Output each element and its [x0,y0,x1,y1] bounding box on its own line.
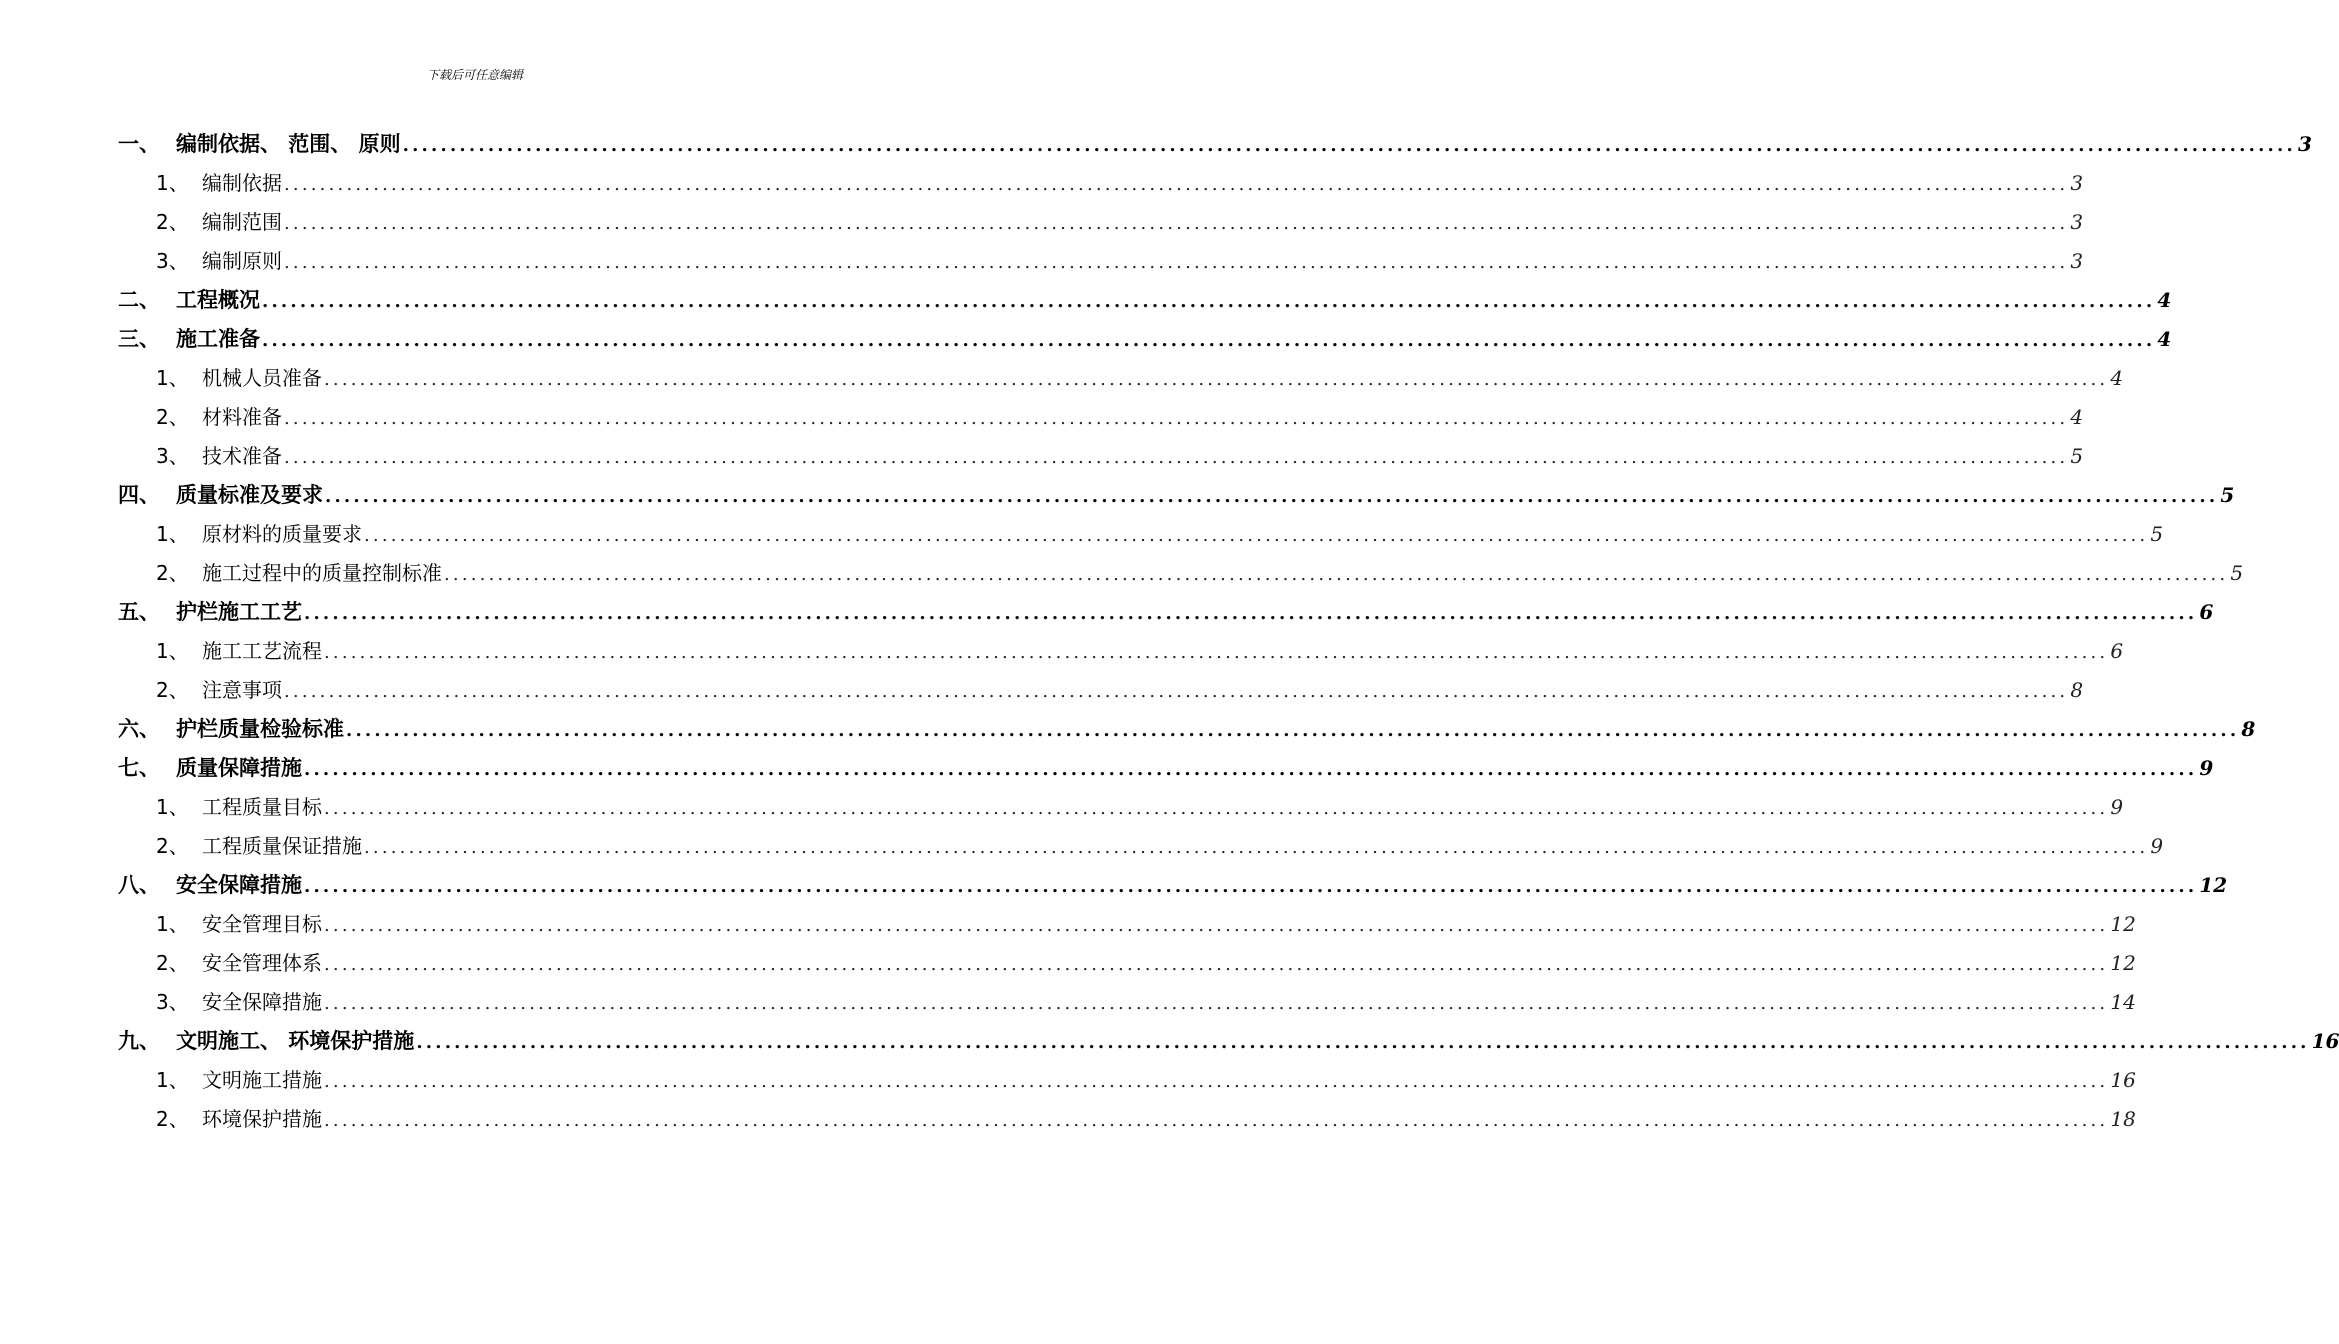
toc-entry[interactable] [118,749,2214,788]
toc-leader-dots: ........................................................................................................................................................................................................ [324,954,2109,975]
toc-entry[interactable] [118,632,2124,671]
toc-entry[interactable] [118,437,2084,476]
toc-entry[interactable] [118,671,2084,710]
toc-entry-page: 6 [2199,600,2214,624]
toc-entry-number: 1、 [156,912,189,936]
toc-leader-dots: ........................................................................................................................................................................................................ [304,876,2198,897]
toc-entry-title: 安全管理目标 [202,912,322,936]
toc-entry-page: 5 [2150,522,2164,546]
toc-entry-number: 五、 [118,600,160,624]
toc-leader-dots: ........................................................................................................................................................................................................ [324,642,2109,663]
toc-entry-number: 3、 [156,990,189,1014]
toc-leader-dots: ........................................................................................................................................................................................................ [416,1032,2310,1053]
toc-leader-dots: ........................................................................................................................................................................................................ [364,837,2149,858]
toc-entry-page: 4 [2157,288,2172,312]
toc-entry-title: 编制依据、 范围、 原则 [176,132,401,156]
toc-entry-title: 质量标准及要求 [176,483,323,507]
toc-entry-page: 14 [2110,990,2136,1014]
toc-entry-number: 1、 [156,366,189,390]
toc-entry[interactable] [118,788,2124,827]
toc-entry-title: 编制原则 [202,249,282,273]
toc-leader-dots: ........................................................................................................................................................................................................ [304,759,2198,780]
toc-entry-title: 技术准备 [202,444,282,468]
toc-leader-dots: ........................................................................................................................................................................................................ [324,369,2109,390]
toc-entry-number: 3、 [156,444,189,468]
toc-entry[interactable] [118,164,2084,203]
toc-entry-number: 六、 [118,717,160,741]
toc-entry-number: 1、 [156,171,189,195]
toc-entry-number: 1、 [156,639,189,663]
toc-leader-dots: ........................................................................................................................................................................................................ [402,135,2296,156]
toc-entry-page: 9 [2150,834,2164,858]
toc-entry-number: 3、 [156,249,189,273]
toc-entry-title: 安全保障措施 [202,990,322,1014]
toc-entry[interactable] [118,203,2084,242]
toc-leader-dots: ........................................................................................................................................................................................................ [325,486,2219,507]
toc-entry[interactable] [118,242,2084,281]
toc-entry-page: 12 [2199,873,2228,897]
toc-entry-title: 工程概况 [176,288,260,312]
toc-entry-title: 工程质量目标 [202,795,322,819]
toc-entry-page: 18 [2110,1107,2136,1131]
toc-entry-number: 1、 [156,522,189,546]
toc-leader-dots: ........................................................................................................................................................................................................ [262,291,2156,312]
toc-entry-number: 2、 [156,1107,189,1131]
toc-entry-title: 护栏质量检验标准 [176,717,344,741]
toc-leader-dots: ........................................................................................................................................................................................................ [284,174,2069,195]
toc-entry-title: 注意事项 [202,678,282,702]
toc-entry-title: 环境保护措施 [202,1107,322,1131]
toc-entry-page: 12 [2110,912,2136,936]
toc-entry-page: 5 [2070,444,2084,468]
toc-entry-number: 2、 [156,951,189,975]
toc-entry-number: 三、 [118,327,160,351]
toc-entry-number: 二、 [118,288,160,312]
toc-entry-page: 5 [2230,561,2244,585]
page-header: 下载后可任意编辑 [426,68,523,82]
toc-entry-number: 2、 [156,210,189,234]
toc-entry[interactable] [118,1022,2339,1061]
toc-entry[interactable] [118,125,2312,164]
toc-entry[interactable] [118,710,2256,749]
toc-entry[interactable] [118,476,2235,515]
toc-entry[interactable] [118,281,2172,320]
toc-entry[interactable] [118,593,2214,632]
toc-entry-page: 9 [2199,756,2214,780]
toc-entry-number: 一、 [118,132,160,156]
toc-entry-page: 8 [2241,717,2256,741]
toc-entry-number: 七、 [118,756,160,780]
toc-leader-dots: ........................................................................................................................................................................................................ [346,720,2240,741]
toc-leader-dots: ........................................................................................................................................................................................................ [324,1110,2109,1131]
toc-leader-dots: ........................................................................................................................................................................................................ [284,213,2069,234]
toc-entry-page: 8 [2070,678,2084,702]
toc-leader-dots: ........................................................................................................................................................................................................ [284,408,2069,429]
toc-entry-page: 16 [2311,1029,2339,1053]
toc-entry[interactable] [118,1100,2136,1139]
toc-leader-dots: ........................................................................................................................................................................................................ [324,1071,2109,1092]
toc-entry-title: 质量保障措施 [176,756,302,780]
toc-entry-number: 八、 [118,873,160,897]
toc-entry-title: 机械人员准备 [202,366,322,390]
toc-entry-page: 3 [2070,249,2084,273]
toc-leader-dots: ........................................................................................................................................................................................................ [284,681,2069,702]
toc-entry-number: 2、 [156,405,189,429]
toc-entry[interactable] [118,398,2084,437]
toc-entry[interactable] [118,983,2136,1022]
table-of-contents [118,125,2339,1139]
toc-entry-title: 安全管理体系 [202,951,322,975]
toc-leader-dots: ........................................................................................................................................................................................................ [262,330,2156,351]
toc-entry-title: 护栏施工工艺 [176,600,302,624]
toc-entry-title: 施工准备 [176,327,260,351]
toc-leader-dots: ........................................................................................................................................................................................................ [364,525,2149,546]
toc-entry-number: 2、 [156,561,189,585]
toc-entry-number: 2、 [156,834,189,858]
toc-entry-title: 文明施工措施 [202,1068,322,1092]
toc-entry-page: 12 [2110,951,2136,975]
toc-entry-title: 安全保障措施 [176,873,302,897]
toc-entry-page: 16 [2110,1068,2136,1092]
toc-entry[interactable] [118,944,2136,983]
toc-entry-page: 9 [2110,795,2124,819]
toc-entry[interactable] [118,515,2164,554]
toc-entry-number: 九、 [118,1029,160,1053]
toc-entry-number: 1、 [156,1068,189,1092]
toc-entry-page: 4 [2110,366,2124,390]
toc-leader-dots: ........................................................................................................................................................................................................ [304,603,2198,624]
toc-entry-page: 4 [2157,327,2172,351]
toc-entry[interactable] [118,1061,2136,1100]
toc-entry-page: 4 [2070,405,2084,429]
toc-leader-dots: ........................................................................................................................................................................................................ [284,252,2069,273]
toc-entry[interactable] [118,827,2164,866]
toc-entry-number: 2、 [156,678,189,702]
toc-entry[interactable] [118,866,2228,905]
toc-entry[interactable] [118,554,2244,593]
toc-leader-dots: ........................................................................................................................................................................................................ [284,447,2069,468]
toc-entry-title: 文明施工、 环境保护措施 [176,1029,415,1053]
toc-entry-page: 3 [2297,132,2312,156]
toc-entry[interactable] [118,905,2136,944]
toc-entry-title: 工程质量保证措施 [202,834,362,858]
toc-entry-title: 材料准备 [202,405,282,429]
toc-entry-page: 5 [2220,483,2235,507]
toc-leader-dots: ........................................................................................................................................................................................................ [324,798,2109,819]
toc-entry-page: 3 [2070,210,2084,234]
toc-entry-title: 原材料的质量要求 [202,522,362,546]
toc-leader-dots: ........................................................................................................................................................................................................ [324,993,2109,1014]
toc-entry-number: 四、 [118,483,160,507]
toc-entry-number: 1、 [156,795,189,819]
toc-entry[interactable] [118,320,2172,359]
toc-entry-title: 施工工艺流程 [202,639,322,663]
toc-leader-dots: ........................................................................................................................................................................................................ [444,564,2229,585]
toc-entry[interactable] [118,359,2124,398]
toc-entry-title: 编制范围 [202,210,282,234]
toc-entry-page: 6 [2110,639,2124,663]
toc-entry-title: 施工过程中的质量控制标准 [202,561,442,585]
toc-entry-page: 3 [2070,171,2084,195]
toc-entry-title: 编制依据 [202,171,282,195]
toc-leader-dots: ........................................................................................................................................................................................................ [324,915,2109,936]
